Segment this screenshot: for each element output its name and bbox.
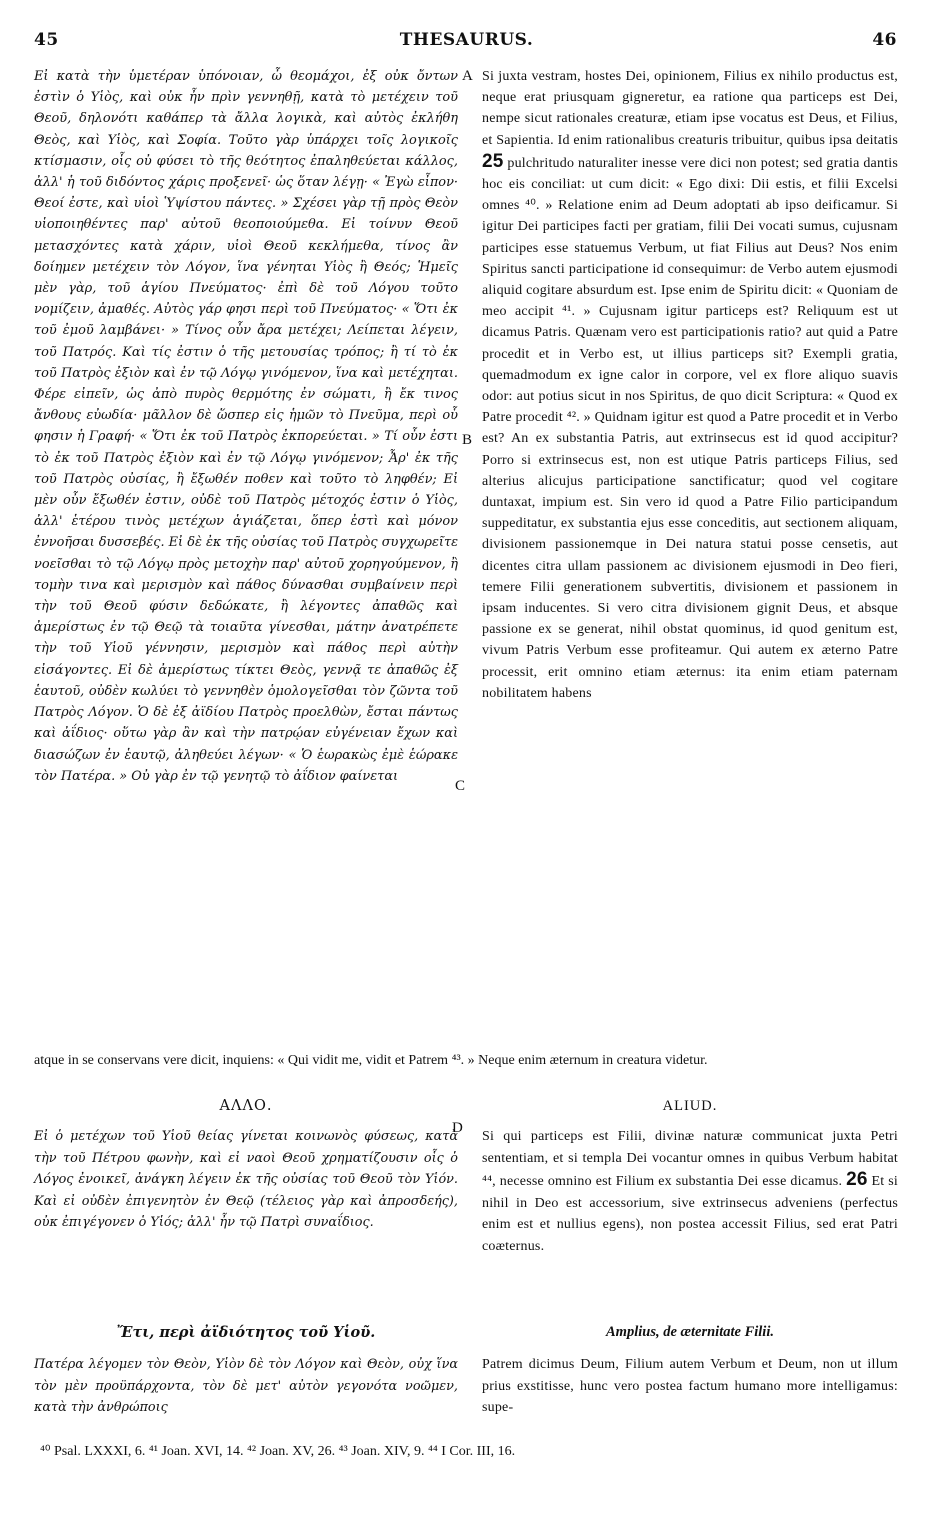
- section1-greek-text: Εἰ ὁ μετέχων τοῦ Υἱοῦ θείας γίνεται κοινωνὸς φύσεως, κατὰ τὴν τοῦ Πέτρου φωνὴν, καὶ εἰ ναοὶ Θεοῦ χρηματίζουσιν οἷς ὁ Λόγος ἐνοικεῖ, ἀνάγκη λέγειν ἐκ τῆς οὐσίας τοῦ Θεοῦ τὸν Υἱόν. Καὶ εἰ οὐδὲν ἐπιγενητὸν ἐν Θεῷ (τέλειος γὰρ καὶ ἀπροσδεής), οὐκ ἐπιγέγονεν ὁ Υἱός; ἀλλ' ἦν τῷ Πατρὶ συναΐδιος.: [34, 1129, 458, 1230]
- paragraph-number-26: 26: [846, 1169, 868, 1190]
- section2-greek-text: Πατέρα λέγομεν τὸν Θεὸν, Υἱὸν δὲ τὸν Λόγον καὶ Θεὸν, οὐχ ἵνα τὸν μὲν προϋπάρχοντα, τὸν δὲ μετ' αὐτὸν γεγονότα νοῶμεν, κατὰ τὴν ἀνθρώποις: [34, 1357, 458, 1415]
- margin-marker-b: B: [462, 432, 473, 448]
- section2-latin-text: Patrem dicimus Deum, Filium autem Verbum et Deum, non ut illum prius exstitisse, hunc vero postea factum humano more intelligamus: supe-: [482, 1357, 898, 1415]
- subsection-heading-latin: Amplius, de æternitate Filii.: [606, 1324, 774, 1340]
- section1-latin-part2: Et si nihil in Deo est accessorium, sive extrinsecus adveniens (perfectus enim est et nullius egens), non postea accessit Filius, sed erat Patri coæternus.: [482, 1174, 899, 1254]
- section-heading-latin: ALIUD.: [662, 1098, 718, 1114]
- subsection-heading-greek: Ἔτι, περὶ ἀϊδιότητος τοῦ Υἱοῦ.: [116, 1324, 376, 1341]
- latin-main-text: [482, 66, 898, 704]
- running-title: THESAURUS.: [399, 30, 534, 50]
- greek-main-text: Εἰ κατὰ τὴν ὑμετέραν ὑπόνοιαν, ὦ θεομάχοι, ἐξ οὐκ ὄντων ἐστὶν ὁ Υἱὸς, καὶ οὐκ ἦν πρὶν γεννηθῇ, κατὰ τὸ μετέχειν τοῦ Θεοῦ, δηλονότι καθάπερ τὰ ἄλλα λογικὰ, καὶ αὐτὸς ἐκλήθη Θεὸς, καὶ Υἱὸς, καὶ Σοφία. Τοῦτο γὰρ ὑπάρχει τοῖς λογικοῖς κτίσμασιν, οἷς οὐ φύσει τὸ τῆς θεότητος ἐπαληθεύεται κάλλος, ἀλλ' ἡ τοῦ διδόντος χάρις προξενεῖ· ὡς ὅταν λέγῃ· « Ἐγὼ εἶπον· Θεοί ἐστε, καὶ υἱοὶ Ὑψίστου πάντες. » Σχέσει γὰρ τῇ πρὸς Θεὸν υἱοποιηθέντες παρ' αὐτοῦ θεοποιούμεθα. Εἰ τοίνυν Θεοῦ μετασχόντες κατὰ χάριν, υἱοὶ Θεοῦ κεκλήμεθα, τίνος ἂν δοίημεν μετέχειν τὸν Λόγον, ἵνα γένηται Υἱὸς ἢ Θεός; Ἡμεῖς μὲν γὰρ, τοῦ ἁγίου Πνεύματος· ἐπὶ δὲ τοῦ Λόγου τοῦτο νομίζειν, ἀμαθές. Αὐτὸς γάρ φησι περὶ τοῦ Πνεύματος· « Ὅτι ἐκ τοῦ ἐμοῦ λαμβάνει· » Τίνος οὖν ἄρα μετέχει; Λείπεται λέγειν, τοῦ Πατρός. Καὶ τίς ἐστιν ὁ τῆς μετουσίας τρόπος; ἢ τί τὸ ἐκ τοῦ Πατρὸς ἐξιὸν καὶ ἐν τῷ Λόγῳ γινόμενον, ἵνα καὶ μετέχηται. Φέρε εἰπεῖν, ὡς ἀπὸ πυρὸς θερμότης ἐν σώματι, ἢ ἔκ τινος ἄνθους εὐωδία· μᾶλλον δὲ ὥσπερ εἰς ἡμῶν τὸ Πνεῦμα, περὶ οὗ φησιν ἡ Γραφή· « Ὅτι ἐκ τοῦ Πατρὸς ἐκπορεύεται. » Τί οὖν ἐστι τὸ ἐκ τοῦ Πατρὸς ἐξιὸν καὶ ἐν τῷ Λόγῳ γινόμενον; Ἆρ' ἐκ τῆς τοῦ Πατρὸς οὐσίας, ἢ ἔξωθέν ποθεν καὶ τοῦτο τὸ ληφθέν; Εἰ μὲν οὖν ἔξωθέν ἐστιν, οὐδὲ τοῦ Πατρὸς μέτοχός ἐστιν ὁ Υἱὸς, ἀλλ' ἑτέρου τινὸς μετέχων ἁγιάζεται, ὅπερ ἐστὶ καὶ μόνον ἐννοῆσαι δυσσεβές. Εἰ δὲ ἐκ τῆς οὐσίας τοῦ Πατρὸς συγχωρεῖτε νοεῖσθαι τὸ τῷ Λόγῳ πρὸς μετοχὴν παρ' αὐτοῦ χορηγούμενον, ἢ τομὴν τινα καὶ μερισμὸν καὶ πάθος δύνασθαι συμβαίνειν περὶ τὴν τοῦ Θεοῦ φύσιν δεδώκατε, ἢ λέγοντες ἀπαθῶς καὶ ἀμερίστως ἐν τῷ Θεῷ τὰ τοιαῦτα γίνεσθαι, μάτην ἀνατρέπετε τὴν τοῦ Υἱοῦ γέννησιν, μερισμὸν καὶ πάθος περὶ αὐτὴν εἰσάγοντες. Εἰ δὲ ἀμερίστως τίκτει Θεὸς, γεννᾷ τε ἀπαθῶς ἐξ ἑαυτοῦ, οὐδὲν κωλύει τὸ γεννηθὲν ὁμολογεῖσθαι τὸν ζῶντα τοῦ Πατρὸς Λόγον. Ὁ δὲ ἐξ ἀϊδίου Πατρὸς προελθὼν, ἔσται πάντως καὶ ἀΐδιος· οὕτω γὰρ ἂν καὶ τὴν πατρῴαν εὐγένειαν ἔχων καὶ διασώζων ἐν ἑαυτῷ, ἀληθεύει λέγων· « Ὁ ἑωρακὼς ἐμὲ ἑώρακε τὸν Πατέρα. » Οὐ γὰρ ἐν τῷ γενητῷ τὸ ἀΐδιον φαίνεται: [34, 69, 458, 784]
- section-heading-greek: ΑΛΛΟ.: [219, 1098, 273, 1114]
- margin-marker-a: A: [462, 68, 473, 84]
- section1-latin-text: [482, 1126, 898, 1257]
- section1-latin-part1: Si qui particeps est Filii, divinæ naturæ communicat juxta Petri sententiam, et si templa Dei vocantur omnes in quibus Verbum habitat ⁴⁴, necesse omnino est Filium ex substantia Dei esse dicamus.: [482, 1129, 898, 1189]
- full-width-continuation: atque in se conservans vere dicit, inquiens: « Qui vidit me, vidit et Patrem ⁴³. » Neque enim æternum in creatura videtur.: [34, 1053, 708, 1068]
- latin-main-text-part1: Si juxta vestram, hostes Dei, opinionem, Filius ex nihilo productus est, neque erat priusquam gigneretur, ea ratione qua particeps est Dei, nempe sicut rationales creaturæ, etiam ipse vocatus est Deus, et Filius, et Sapientia. Id enim rationalibus creaturis tribuitur, quibus ipsa deitatis: [482, 69, 898, 148]
- page-number-left: 45: [34, 30, 59, 50]
- footnotes: ⁴⁰ Psal. LXXXI, 6. ⁴¹ Joan. XVI, 14. ⁴² Joan. XV, 26. ⁴³ Joan. XIV, 9. ⁴⁴ I Cor. III, 16.: [40, 1444, 516, 1459]
- latin-main-text-part2: pulchritudo naturaliter inesse vere dici non potest; sed gratia dantis hoc eis conciliat: ut cum dicit: « Ego dixi: Dii estis, et filii Excelsi omnes ⁴⁰. » Relatione enim ad Deum adoptati ab ipso deificamur. Si igitur Dei participes facti per gratiam, filii Dei vocati sumus, cujusnam participes esse statuemus Verbum, ut fiat Filius aut Deus? Nos enim Spiritus sancti participatione id consequimur: de Verbo autem ejusmodi aliquid cogitare absurdum est. Ipse enim de Spiritu dicit: « Quoniam de meo accipit ⁴¹. » Cujusnam igitur particeps est? Reliquum est ut dicamus Patris. Quænam vero est participationis ratio? aut quid a Patre procedit et in Verbo est, ut illius particeps sit? Exempli gratia, quemadmodum ex igne calor in corpore, vel ex flore aliquo suavis odor: aut potius sicut in nos Spiritus, de quo dicit Scriptura: « Quod ex Patre procedit ⁴². » Quidnam igitur est quod a Patre procedit et in Verbo est? An ex substantia Patris, aut extrinsecus est id quod accipitur? Porro si extrinsecus est, non est utique Patris particeps Filius, sed alterius alicujus participatione sanctificatur; quod vel cogitare duntaxat, impium est. Sin vero id quod a Patre Filio participandum suppeditatur, ex substantia ejus esse conceditis, aut sectionem aliquam, divisionem passionemque in Dei natura statui posse censetis, aut dicentes citra ullam passionem ac divisionem ejusmodi in Deo fieri, temere Filii generationem subvertitis, divisionem et passionem in ipsam inducentes. Si vero citra divisionem gignit Deus, et absque passione ex se generat, nihil obstat quominus, id quod genitum est, vivum Patris Verbum esse profiteamur. Qui autem ex æterno Patre processit, erit omnino etiam æternus: ita enim etiam paternam nobilitatem habens: [482, 155, 898, 701]
- margin-marker-c: C: [455, 778, 466, 794]
- paragraph-number-25: 25: [482, 150, 504, 172]
- page-number-right: 46: [872, 30, 897, 50]
- margin-marker-d: D: [452, 1120, 463, 1136]
